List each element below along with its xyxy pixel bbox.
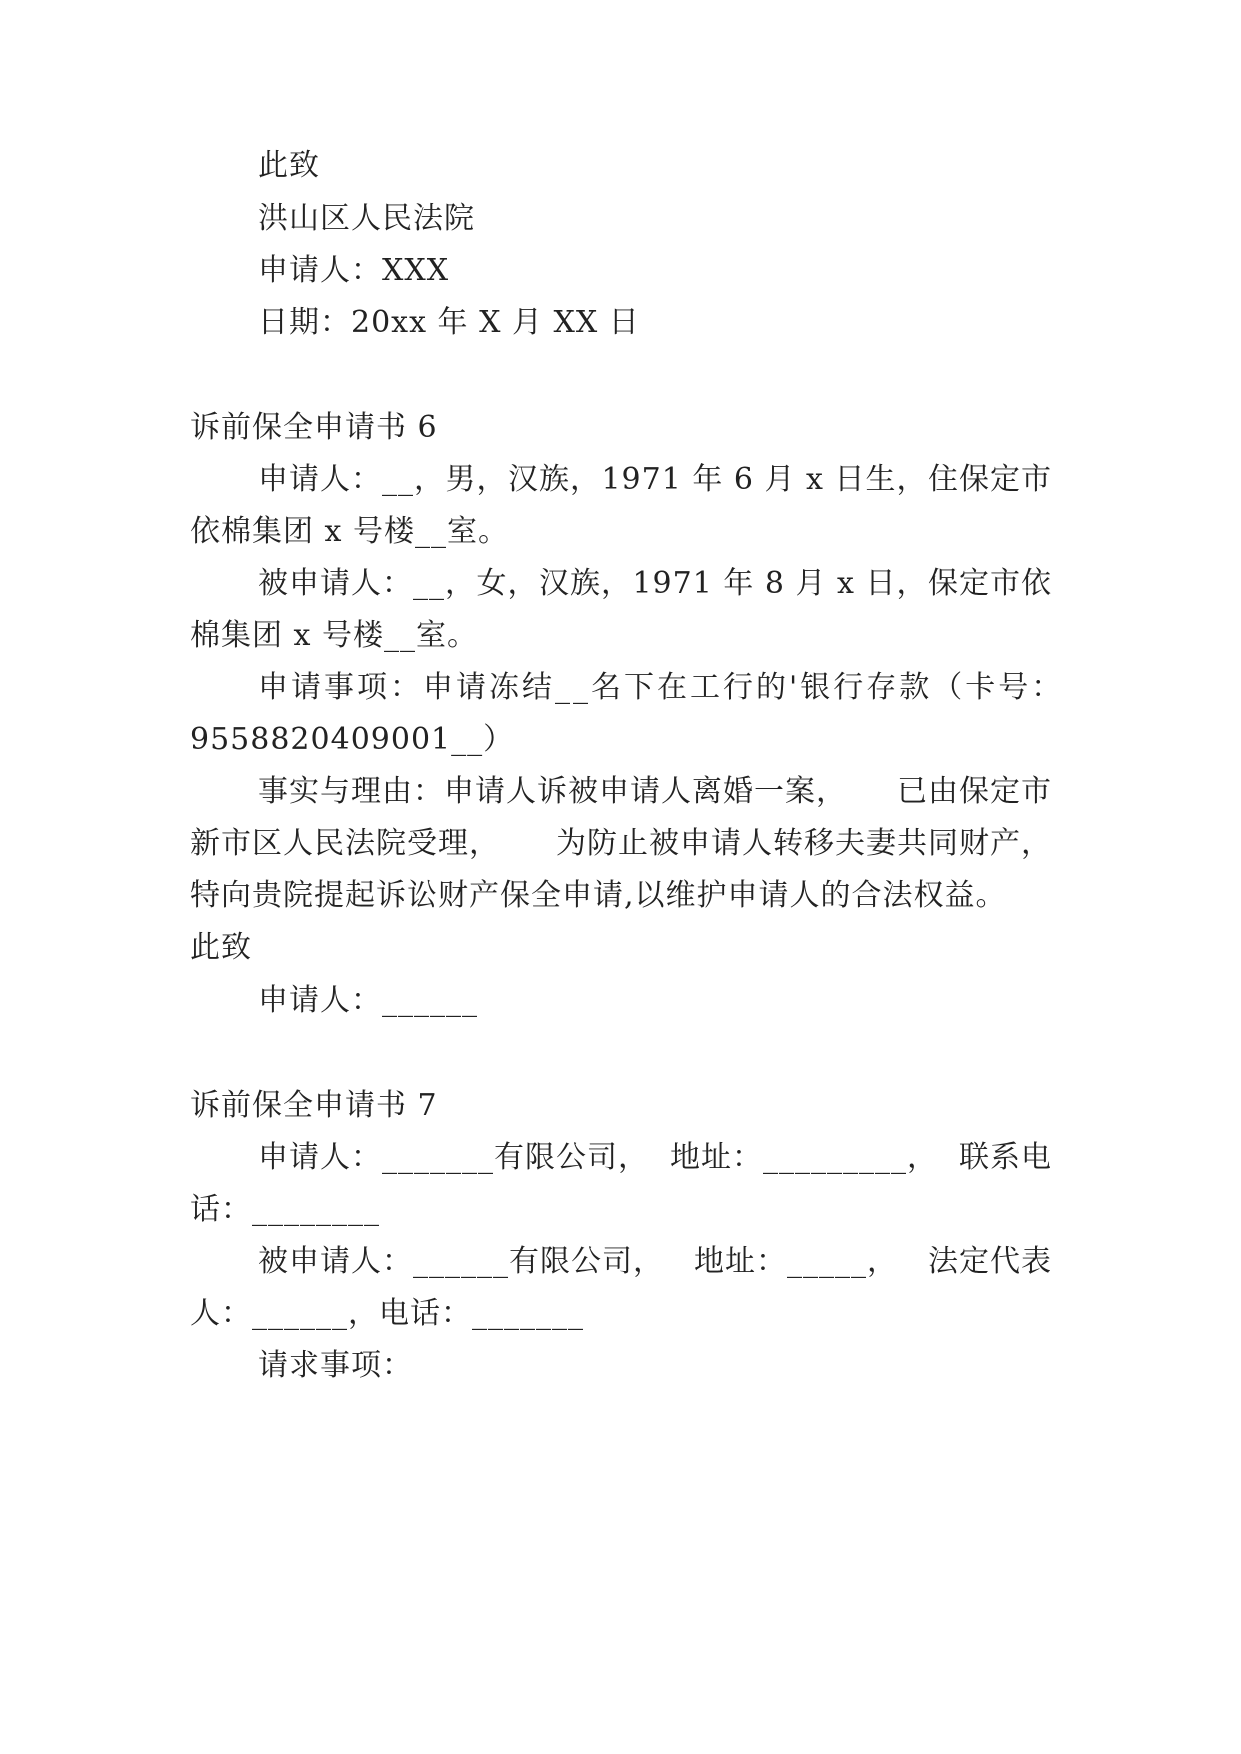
section7-applicant-seg: 申请人：_______有限公司， — [258, 1140, 649, 1175]
section7-applicant-seg: 联系电 — [959, 1140, 1052, 1175]
section6-respondent-seg: 保定市依 — [927, 566, 1052, 601]
section6-applicant-seg: 男， — [445, 462, 508, 497]
section6-facts-line3: 特向贵院提起诉讼财产保全申请,以维护申请人的合法权益。 — [190, 878, 1007, 913]
closing-salutation: 此致 — [258, 148, 320, 183]
closing-date: 日期：20xx 年 X 月 XX 日 — [258, 305, 640, 340]
section7-applicant-line2: 话：________ — [190, 1192, 380, 1227]
section7-respondent-line1 — [258, 1242, 1052, 1282]
section6-facts-seg: 已由保定市 — [897, 774, 1052, 809]
section6-respondent-seg: 汉族， — [538, 566, 632, 601]
section6-respondent-seg: 被申请人：__， — [258, 566, 476, 601]
section6-applicant-line1 — [258, 460, 1052, 500]
section6-respondent-seg: 1971 年 8 月 x 日， — [632, 566, 928, 601]
section6-facts-seg: 为防止被申请人转移夫妻共同财产， — [556, 826, 1052, 861]
section6-facts-line2 — [190, 824, 1052, 864]
section6-applicant-seg: 申请人：__， — [258, 462, 445, 497]
section6-applicant-seg: 1971 年 6 月 x 日生， — [601, 462, 928, 497]
section6-respondent-seg: 女， — [476, 566, 539, 601]
section6-salutation: 此致 — [190, 930, 252, 965]
section7-title: 诉前保全申请书 7 — [190, 1088, 438, 1123]
section7-respondent-line2: 人：______，电话：_______ — [190, 1296, 584, 1331]
section6-title: 诉前保全申请书 6 — [190, 410, 438, 445]
section7-applicant-seg: 地址：_________， — [670, 1140, 938, 1175]
section6-respondent-line2: 棉集团 x 号楼__室。 — [190, 618, 478, 653]
section6-facts-seg: 新市区人民法院受理， — [190, 826, 500, 861]
section7-applicant-line1 — [258, 1138, 1052, 1178]
section7-respondent-seg: 法定代表 — [928, 1244, 1052, 1279]
section7-respondent-seg: 地址：_____， — [694, 1244, 898, 1279]
section6-applicant-seg: 住保定市 — [927, 462, 1052, 497]
section6-applicant-line2: 依棉集团 x 号楼__室。 — [190, 514, 509, 549]
closing-applicant: 申请人：XXX — [258, 253, 450, 288]
closing-court: 洪山区人民法院 — [258, 201, 475, 236]
section6-facts-line1 — [258, 772, 1052, 812]
section7-claims: 请求事项： — [258, 1348, 413, 1383]
section6-matters-line1: 申请事项：申请冻结__名下在工行的'银行存款（卡号： — [258, 670, 1065, 705]
section6-facts-seg: 事实与理由：申请人诉被申请人离婚一案， — [258, 774, 847, 809]
section6-matters-line2: 9558820409001__） — [190, 722, 515, 757]
section6-signature: 申请人：______ — [258, 983, 478, 1018]
section6-respondent-line1 — [258, 564, 1052, 604]
section6-applicant-seg: 汉族， — [507, 462, 601, 497]
section7-respondent-seg: 被申请人：______有限公司， — [258, 1244, 664, 1279]
